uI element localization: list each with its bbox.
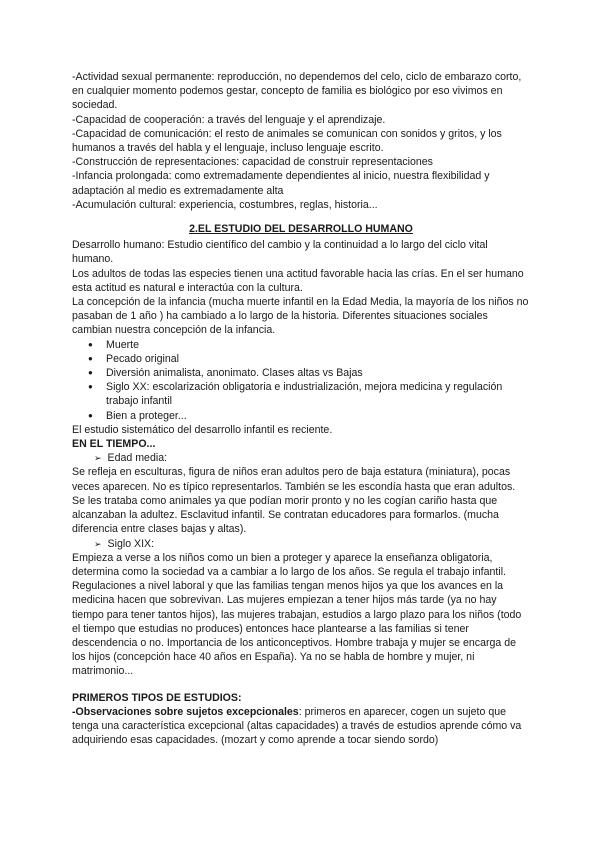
paragraph: Empieza a verse a los niños como un bien a proteger y aparece la enseñanza obligatoria, determina como la sociedad va a cambiar a lo largo de los años. Se regula el trabajo infantil. Regulaciones a nivel laboral y que las familias tengan menos hijos ya que los avances en la medicina hacen que sobrevivan. Las mujeres empiezan a tener hijos más tarde (ya no hay tiempo para tener tantos hijos), las mujeres trabajan, estudios a largo plazo para los niños (todo el tiempo que estudias no produces) entonces hace plantearse a las familias si tener descendencia o no. Importancia de los anticonceptivos. Hombre trabaja y mujer se encarga de los hijos (concepción hace 40 años en España). Ya no se habla de hombre y mujer, ni matrimonio... (72, 551, 522, 678)
intro-item: -Infancia prolongada: como extremadamente dependientes al inicio, nuestra flexibilidad y adaptación al medio es extremadamente alta (72, 170, 490, 197)
paragraph: Se refleja en esculturas, figura de niños eran adultos pero de baja estatura (miniatura), pocas veces aparecen. No es típico representarlos. También se les escondía hasta que eran adultos. Se les trataba como animales ya que podían morir pronto y no les cogían cariño hasta que alcanzaban la adultez. Esclavitud infantil. Se contratan educadores para formarlos. (mucha diferencia entre clases bajas y altas). (72, 466, 516, 536)
list-item: ● Muerte (72, 338, 530, 352)
paragraph: Los adultos de todas las especies tienen una actitud favorable hacia las crías. En el ser humano esta actitud es natural e interactúa con la cultura. (72, 267, 524, 294)
bullet-list (72, 338, 530, 423)
arrow-item (72, 537, 530, 551)
intro-item: -Capacidad de comunicación: el resto de animales se comunican con sonidos y gritos, y los humanos a través del habla y el lenguaje, incluso lenguaje escrito. (72, 127, 502, 155)
arrow-label: Siglo XIX: (107, 537, 155, 550)
paragraph: El estudio sistemático del desarrollo infantil es reciente. (72, 423, 333, 436)
document-page (72, 70, 530, 747)
paragraph: -Observaciones sobre sujetos excepcionales: primeros en aparecer, cogen un sujeto que tenga una característica excepcional (altas capacidades) a través de estudios aprende cómo va adquiriendo esas capacidades. (mozart y como aprende a tocar siendo sordo) (72, 705, 522, 747)
list-item: ● Siglo XX: escolarización obligatoria e industrialización, mejora medicina y regulación trabajo infantil (72, 380, 530, 408)
subheading: EN EL TIEMPO... (72, 438, 156, 451)
list-item: ● Diversión animalista, anonimato. Clases altas vs Bajas (72, 366, 530, 380)
intro-item: -Capacidad de cooperación: a través del lenguaje y el aprendizaje. (72, 113, 386, 126)
arrow-right-icon: ➢ (94, 453, 102, 464)
section-title: 2.EL ESTUDIO DEL DESARROLLO HUMANO (189, 223, 413, 236)
paragraph: Desarrollo humano: Estudio científico del cambio y la continuidad a lo largo del ciclo vital humano. (72, 239, 488, 266)
section-heading: PRIMEROS TIPOS DE ESTUDIOS: (72, 691, 242, 704)
list-item: ● Pecado original (72, 352, 530, 366)
arrow-right-icon: ➢ (94, 538, 102, 549)
spacer (72, 679, 530, 691)
intro-item: -Actividad sexual permanente: reproducción, no dependemos del celo, ciclo de embarazo corto, en cualquier momento podemos gestar, concepto de familia es biológico por eso vivimos en sociedad. (72, 71, 522, 112)
intro-item: -Acumulación cultural: experiencia, costumbres, reglas, historia... (72, 198, 378, 211)
arrow-label: Edad media: (107, 452, 168, 465)
list-item: ● Bien a proteger... (72, 409, 530, 423)
arrow-item (72, 451, 530, 465)
paragraph: La concepción de la infancia (mucha muerte infantil en la Edad Media, la mayoría de los niños no pasaban de 1 año ) ha cambiado a lo largo de la historia. Diferentes situaciones sociales cambian nuestra concepción de la infancia. (72, 296, 529, 337)
intro-item: -Construcción de representaciones: capacidad de construir representaciones (72, 156, 433, 169)
